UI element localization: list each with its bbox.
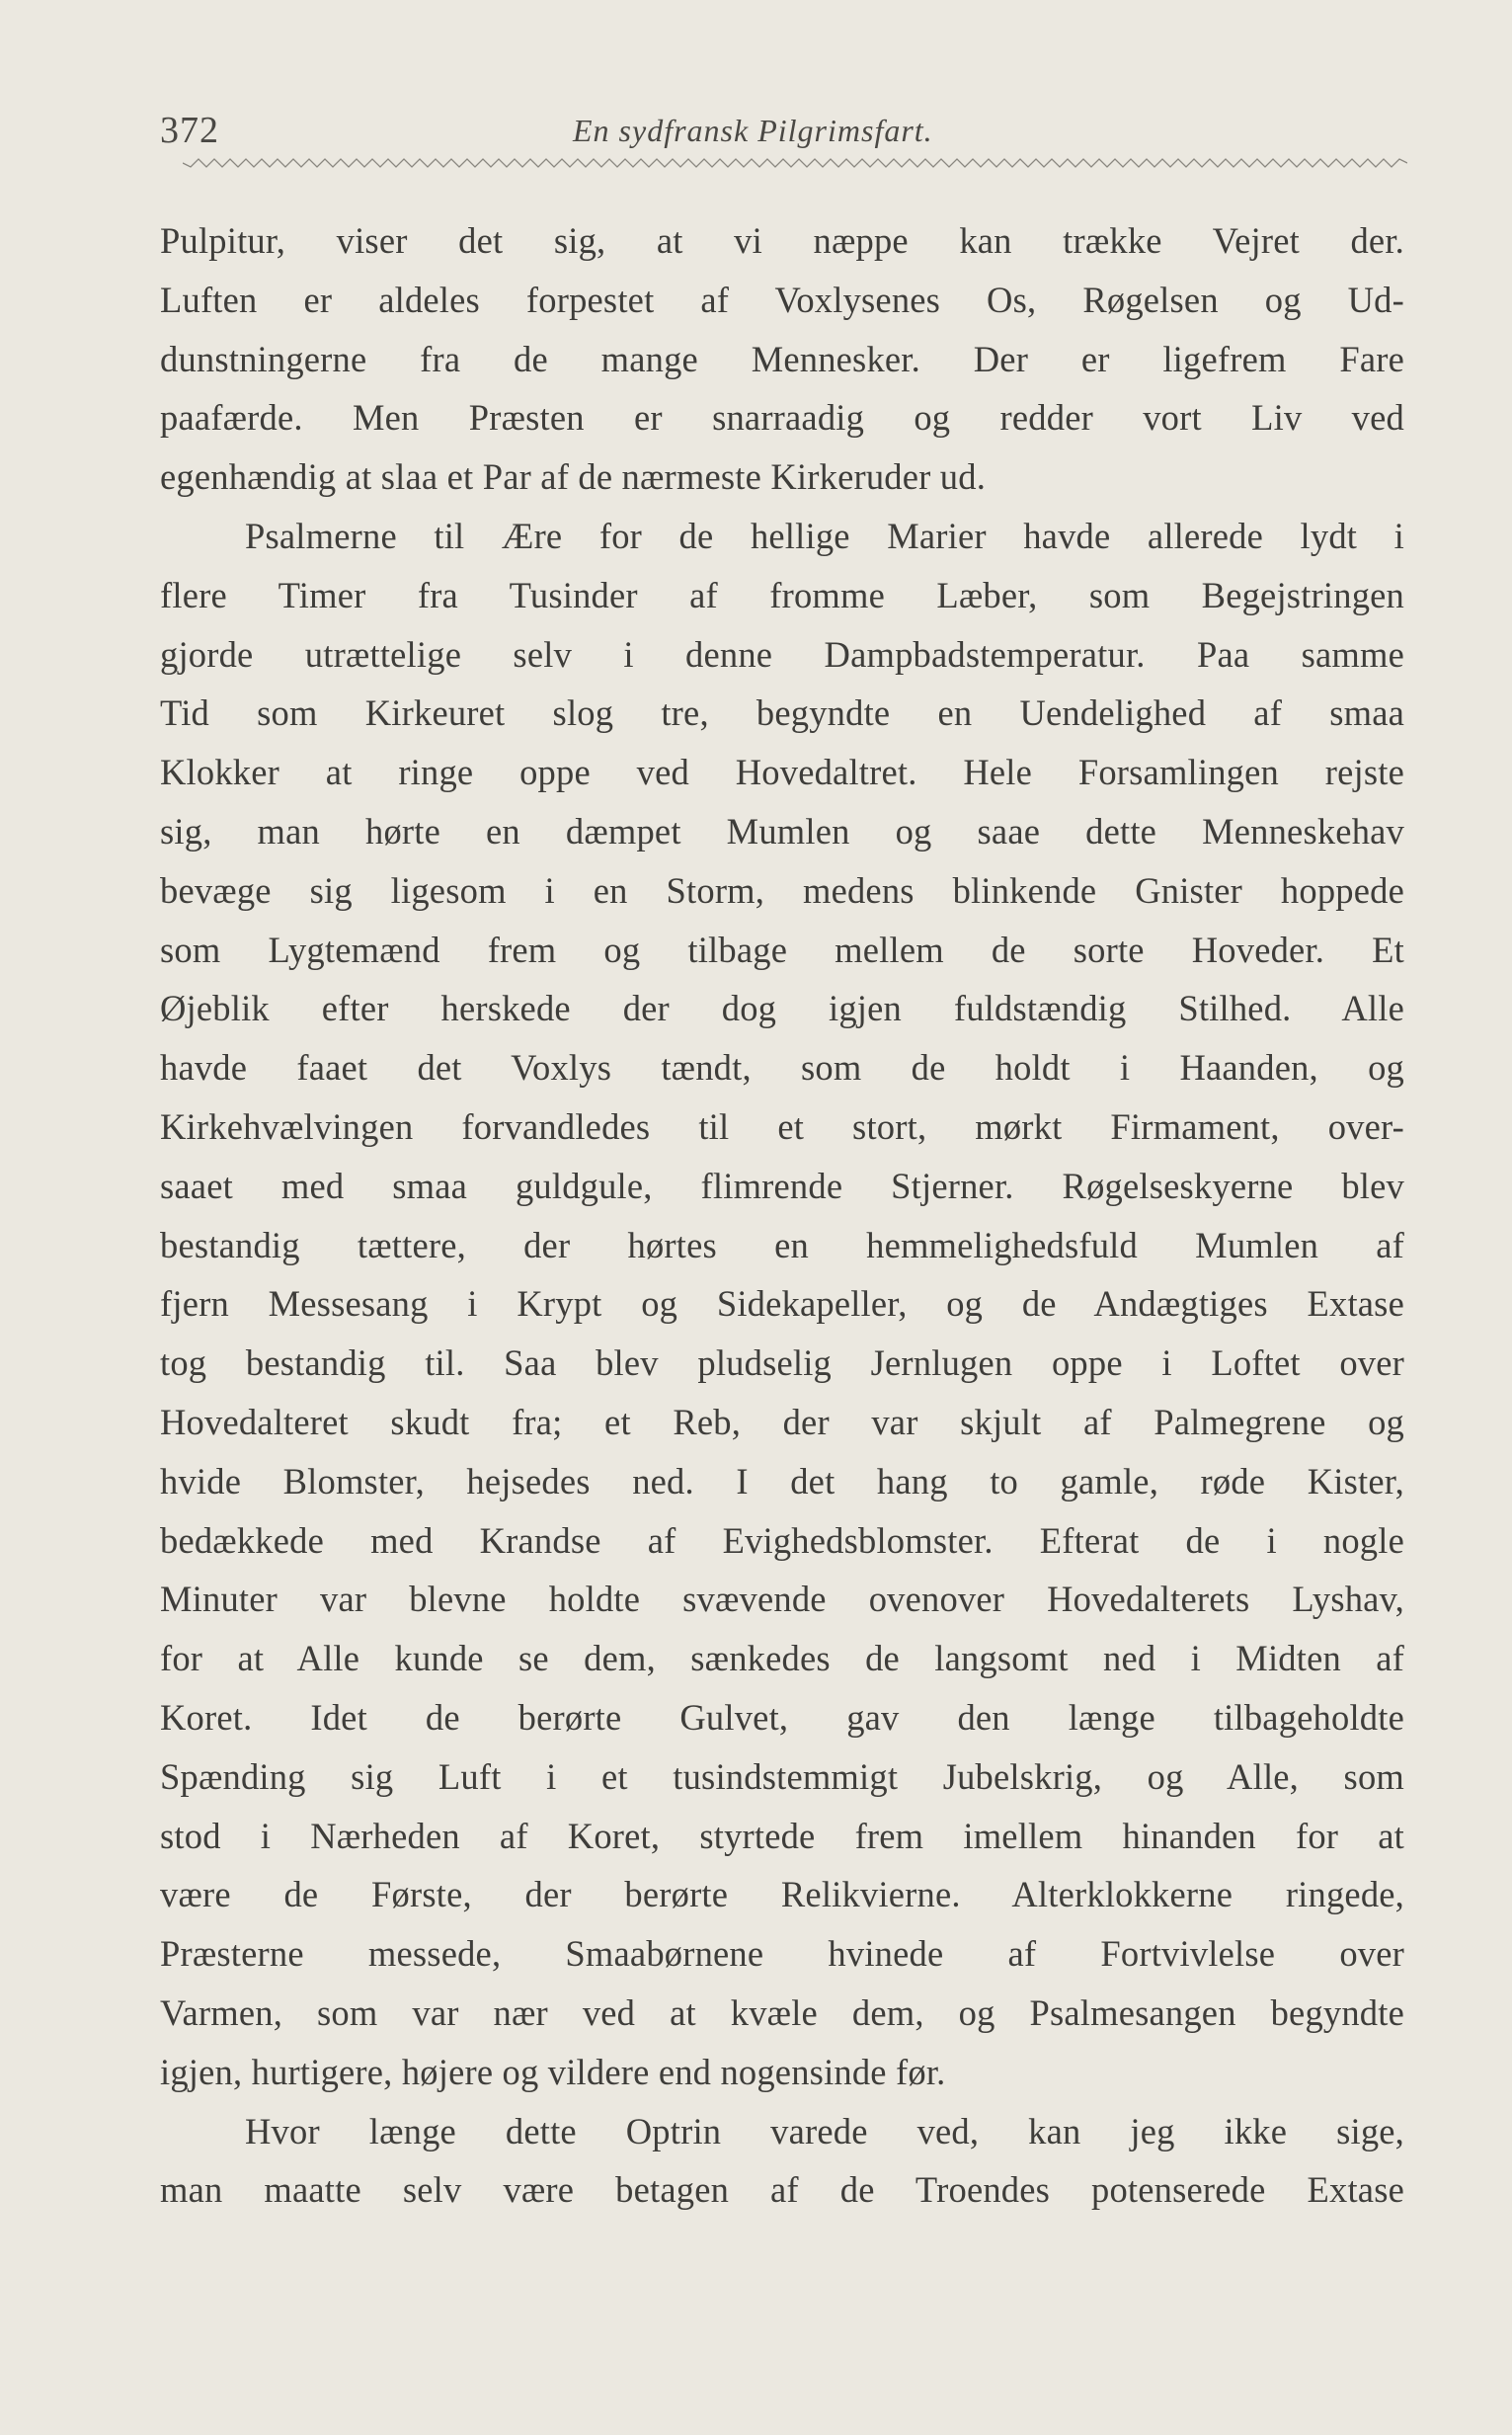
text-line: Pulpitur, viser det sig, at vi næppe kan trække Vejret der. bbox=[160, 220, 1404, 261]
text-line: Øjeblik efter herskede der dog igjen fuldstændig Stilhed. Alle bbox=[160, 988, 1404, 1029]
text-line: Klokker at ringe oppe ved Hovedaltret. Hele Forsamlingen rejste bbox=[160, 752, 1404, 793]
text-line: saaet med smaa guldgule, flimrende Stjerner. Røgelseskyerne blev bbox=[160, 1165, 1404, 1206]
text-line: havde faaet det Voxlys tændt, som de holdt i Haanden, og bbox=[160, 1047, 1404, 1089]
page-number: 372 bbox=[160, 110, 219, 151]
text-line: igjen, hurtigere, højere og vildere end nogensinde før. bbox=[160, 2051, 946, 2092]
text-line: flere Timer fra Tusinder af fromme Læber, som Begejstringen bbox=[160, 574, 1404, 615]
paragraph bbox=[160, 2102, 1404, 2221]
text-line: dunstningerne fra de mange Mennesker. Der er ligefrem Fare bbox=[160, 338, 1404, 379]
text-line: hvide Blomster, hejsedes ned. I det hang to gamle, røde Kister, bbox=[160, 1460, 1404, 1502]
text-line: Tid som Kirkeuret slog tre, begyndte en Uendelighed af smaa bbox=[160, 692, 1404, 734]
text-line: for at Alle kunde se dem, sænkedes de langsomt ned i Midten af bbox=[160, 1638, 1404, 1679]
text-line: Minuter var blevne holdte svævende ovenover Hovedalterets Lyshav, bbox=[160, 1579, 1404, 1620]
text-line: bestandig tættere, der hørtes en hemmelighedsfuld Mumlen af bbox=[160, 1224, 1404, 1265]
text-line: bedækkede med Krandse af Evighedsblomster. Efterat de i nogle bbox=[160, 1519, 1404, 1561]
text-line: Hvor længe dette Optrin varede ved, kan jeg ikke sige, bbox=[245, 2110, 1404, 2151]
paragraph bbox=[160, 507, 1404, 2102]
text-line: Psalmerne til Ære for de hellige Marier havde allerede lydt i bbox=[245, 515, 1404, 556]
text-line: være de Første, der berørte Relikvierne. Alterklokkerne ringede, bbox=[160, 1874, 1404, 1915]
text-line: som Lygtemænd frem og tilbage mellem de sorte Hoveder. Et bbox=[160, 929, 1404, 970]
text-line: Varmen, som var nær ved at kvæle dem, og Psalmesangen begyndte bbox=[160, 1991, 1404, 2033]
decorative-rule bbox=[183, 156, 1407, 170]
text-line: man maatte selv være betagen af de Troendes potenserede Extase bbox=[160, 2169, 1404, 2211]
text-line: stod i Nærheden af Koret, styrtede frem imellem hinanden for at bbox=[160, 1815, 1404, 1856]
text-line: paafærde. Men Præsten er snarraadig og redder vort Liv ved bbox=[160, 397, 1404, 439]
text-line: fjern Messesang i Krypt og Sidekapeller, og de Andægtiges Extase bbox=[160, 1283, 1404, 1325]
text-line: bevæge sig ligesom i en Storm, medens blinkende Gnister hoppede bbox=[160, 869, 1404, 911]
text-line: gjorde utrættelige selv i denne Dampbadstemperatur. Paa samme bbox=[160, 633, 1404, 675]
text-line: egenhændig at slaa et Par af de nærmeste Kirkeruder ud. bbox=[160, 456, 987, 498]
text-line: Hovedalteret skudt fra; et Reb, der var skjult af Palmegrene og bbox=[160, 1401, 1404, 1442]
text-line: sig, man hørte en dæmpet Mumlen og saae dette Menneskehav bbox=[160, 810, 1404, 852]
body-text bbox=[160, 211, 1404, 2220]
text-line: Præsterne messede, Smaabørnene hvinede af Fortvivlelse over bbox=[160, 1933, 1404, 1975]
text-line: Kirkehvælvingen forvandledes til et stort, mørkt Firmament, over- bbox=[160, 1105, 1404, 1147]
text-line: Luften er aldeles forpestet af Voxlysenes Os, Røgelsen og Ud- bbox=[160, 279, 1404, 320]
text-line: Spænding sig Luft i et tusindstemmigt Jubelskrig, og Alle, som bbox=[160, 1755, 1404, 1797]
paragraph bbox=[160, 211, 1404, 507]
running-title: En sydfransk Pilgrimsfart. bbox=[573, 113, 933, 148]
text-line: tog bestandig til. Saa blev pludselig Jernlugen oppe i Loftet over bbox=[160, 1342, 1404, 1384]
text-line: Koret. Idet de berørte Gulvet, gav den længe tilbageholdte bbox=[160, 1696, 1404, 1738]
